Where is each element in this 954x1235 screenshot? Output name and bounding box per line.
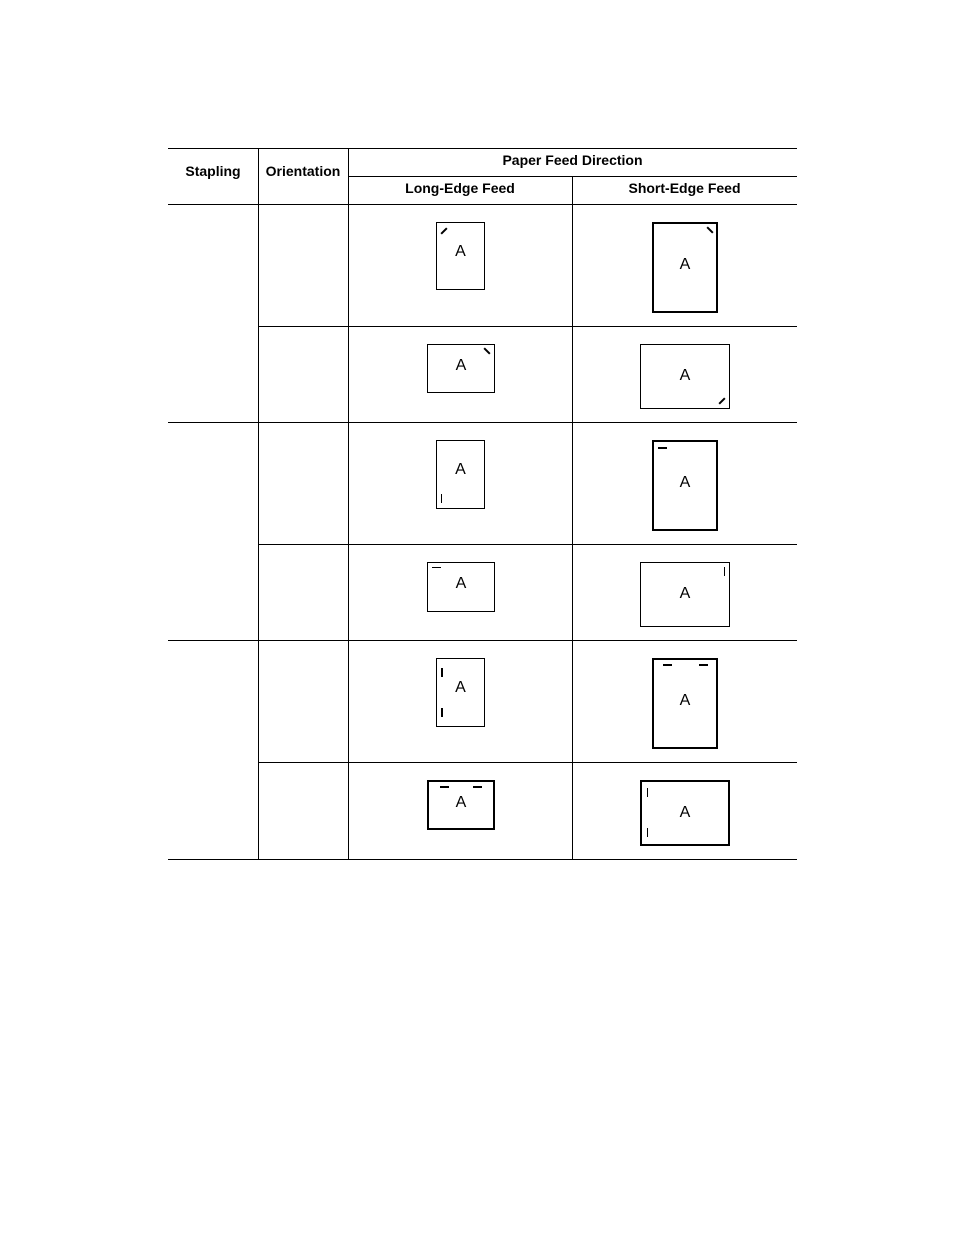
paper-landscape-long-edge xyxy=(427,344,495,393)
header-paper-feed-direction: Paper Feed Direction xyxy=(502,152,643,168)
group-rule xyxy=(168,640,797,641)
staple-mark xyxy=(647,828,648,837)
paper-portrait-short-edge xyxy=(652,440,718,531)
staple-mark xyxy=(699,664,708,666)
row-rule xyxy=(258,762,797,763)
staple-mark xyxy=(432,567,441,568)
paper-letter: A xyxy=(455,575,467,592)
paper-letter: A xyxy=(455,679,466,696)
staple-mark xyxy=(658,447,667,449)
header-long-edge-feed: Long-Edge Feed xyxy=(405,180,515,196)
paper-portrait-short-edge xyxy=(652,222,718,313)
paper-letter: A xyxy=(679,804,691,821)
paper-landscape-short-edge xyxy=(640,344,730,409)
table-top-rule xyxy=(168,148,797,149)
row-rule xyxy=(258,544,797,545)
staple-mark xyxy=(718,397,725,404)
paper-letter: A xyxy=(455,461,466,478)
staple-mark xyxy=(483,347,490,354)
header-orientation: Orientation xyxy=(265,163,341,179)
paper-letter: A xyxy=(455,357,467,374)
paper-letter: A xyxy=(679,585,691,602)
header-stapling: Stapling xyxy=(185,163,241,179)
paper-portrait-long-edge xyxy=(436,658,485,727)
paper-letter: A xyxy=(455,243,466,260)
column-rule xyxy=(572,176,573,860)
staple-mark xyxy=(663,664,672,666)
paper-landscape-short-edge xyxy=(640,780,730,846)
paper-portrait-long-edge xyxy=(436,222,485,290)
paper-letter: A xyxy=(679,474,691,491)
paper-landscape-long-edge xyxy=(427,780,495,830)
staple-mark xyxy=(440,786,449,788)
column-rule xyxy=(348,148,349,860)
paper-letter: A xyxy=(679,367,691,384)
staple-mark xyxy=(441,494,442,503)
header-short-edge-feed: Short-Edge Feed xyxy=(628,180,741,196)
staple-mark xyxy=(647,788,648,797)
staple-mark xyxy=(706,226,713,233)
staple-mark xyxy=(473,786,482,788)
column-rule xyxy=(258,148,259,860)
row-rule xyxy=(258,326,797,327)
header-bottom-rule xyxy=(168,204,797,205)
paper-letter: A xyxy=(455,794,467,811)
paper-letter: A xyxy=(679,692,691,709)
group-rule xyxy=(168,422,797,423)
paper-portrait-short-edge xyxy=(652,658,718,749)
paper-landscape-long-edge xyxy=(427,562,495,612)
paper-portrait-long-edge xyxy=(436,440,485,509)
staple-mark xyxy=(441,708,443,717)
staple-mark xyxy=(724,567,725,576)
table-bottom-rule xyxy=(168,859,797,860)
paper-letter: A xyxy=(679,256,691,273)
staple-mark xyxy=(441,668,443,677)
staple-mark xyxy=(440,227,447,234)
paper-landscape-short-edge xyxy=(640,562,730,627)
